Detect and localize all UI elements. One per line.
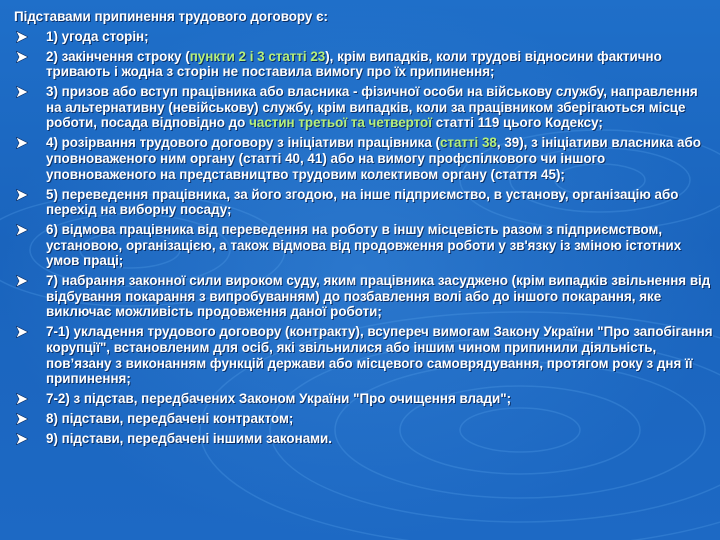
list-item-text: 9) підстави, передбачені іншими законами.	[46, 431, 332, 447]
highlighted-reference: статті 38	[439, 135, 497, 151]
arrow-bullet-icon	[16, 275, 28, 287]
slide-heading: Підставами припинення трудового договору є:	[14, 9, 328, 24]
list-item-text: ), крім випадків, коли трудові відносини фактично тривають і жодна з сторін не поставила вимогу про їх припинення;	[46, 48, 662, 80]
list-item	[14, 49, 714, 80]
arrow-bullet-icon	[16, 224, 28, 236]
list-item-text: 3) призов або вступ працівника або власника - фізичної особи на військову службу, направлення на альтернативну (невійськову) службу, крім випадків, коли за працівником зберігаються місце роботи, посада відповідно до	[46, 84, 698, 131]
list-item-text: 2) закінчення строку (	[46, 48, 190, 64]
arrow-bullet-icon	[16, 31, 28, 43]
list-item-text: , 39), з ініціативи власника або уповноваженого ним органу (статті 40, 41) або на вимогу профспілкового чи іншого уповноваженого на представництво трудовим колективом органу (стаття 45);	[46, 135, 701, 182]
list-item	[14, 84, 714, 131]
list-item	[14, 391, 714, 407]
list-item-text: 6) відмова працівника від переведення на роботу в іншу місцевість разом з підприємством, установою, організацією, а також відмова від продовження роботи у зв'язку із зміною істотних умов праці;	[46, 222, 682, 269]
arrow-bullet-icon	[16, 433, 28, 445]
list-item	[14, 29, 714, 45]
slide-content	[14, 9, 714, 451]
list-item-text: статті 119 цього Кодексу;	[432, 115, 603, 131]
list-item	[14, 222, 714, 269]
list-item-text: 4) розірвання трудового договору з ініціативи працівника (	[46, 135, 440, 151]
arrow-bullet-icon	[16, 137, 28, 149]
list-item	[14, 431, 714, 447]
list-item	[14, 135, 714, 182]
list-item-text: 8) підстави, передбачені контрактом;	[46, 411, 294, 427]
list-item	[14, 187, 714, 218]
arrow-bullet-icon	[16, 86, 28, 98]
list-item	[14, 273, 714, 320]
bullet-list	[14, 29, 714, 447]
arrow-bullet-icon	[16, 189, 28, 201]
list-item-text: 1) угода сторін;	[46, 28, 149, 44]
list-item-text: 7-2) з підстав, передбачених Законом України "Про очищення влади";	[46, 391, 512, 407]
list-item	[14, 324, 714, 386]
highlighted-reference: частин третьої та четвертої	[249, 115, 432, 131]
arrow-bullet-icon	[16, 326, 28, 338]
arrow-bullet-icon	[16, 51, 28, 63]
list-item-text: 7) набрання законної сили вироком суду, яким працівника засуджено (крім випадків звільнення від відбування покарання з випробуванням) до позбавлення волі або до іншого покарання, яке виключає можливість продовження даної роботи;	[46, 273, 711, 320]
highlighted-reference: пункти 2 і 3 статті 23	[189, 48, 326, 64]
arrow-bullet-icon	[16, 393, 28, 405]
list-item-text: 7-1) укладення трудового договору (контракту), всупереч вимогам Закону України "Про запобігання корупції", встановленим для осіб, які звільнилися або іншим чином припинили діяльність, пов’язану з виконанням функцій держави або місцевого самоврядування, протягом року з дня її припинення;	[46, 324, 713, 387]
list-item-text: 5) переведення працівника, за його згодою, на інше підприємство, в установу, організацію або перехід на виборну посаду;	[46, 186, 679, 218]
arrow-bullet-icon	[16, 413, 28, 425]
list-item	[14, 411, 714, 427]
